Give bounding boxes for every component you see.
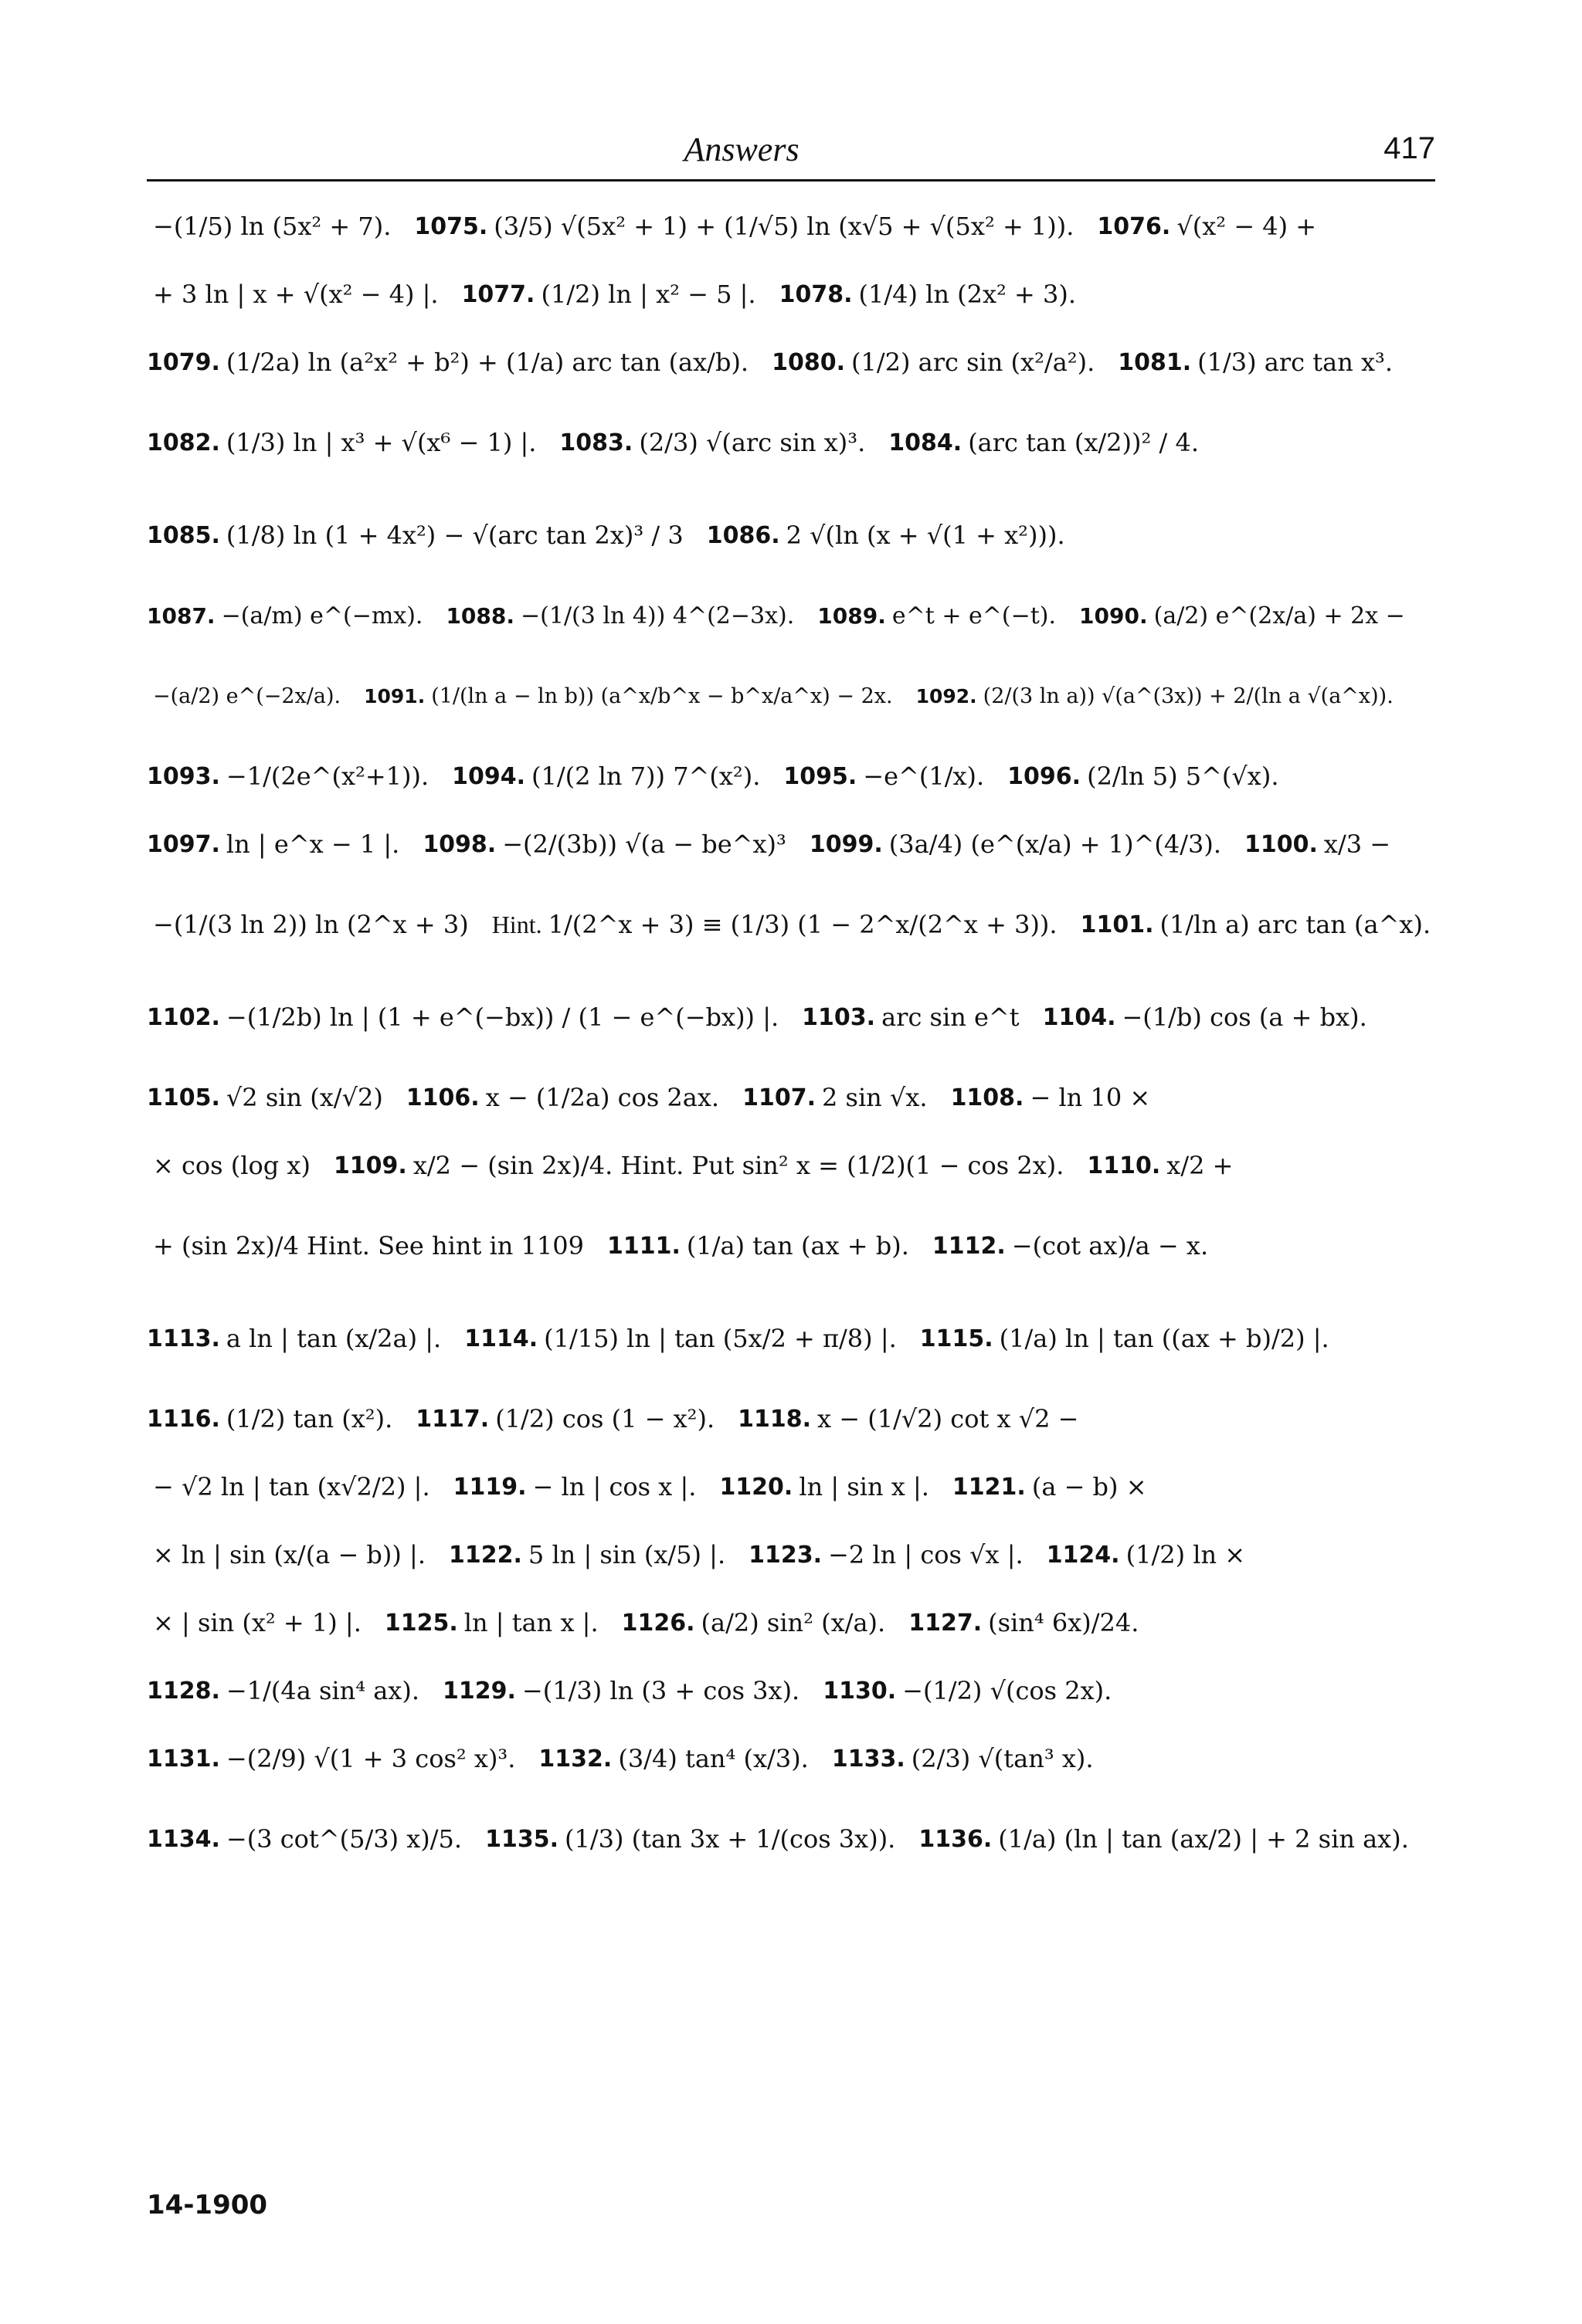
answer-expression: x/2 + <box>1166 1151 1234 1181</box>
answer-item <box>406 1085 719 1111</box>
answer-expression: 2 √(ln (x + √(1 + x²))). <box>786 521 1065 551</box>
answer-number: 1116. <box>147 1406 220 1433</box>
answer-item <box>147 764 429 790</box>
answer-number: 1083. <box>559 429 633 457</box>
answer-item <box>364 686 892 707</box>
answer-number: 1076. <box>1097 213 1171 241</box>
answer-item <box>1007 764 1278 790</box>
answer-item <box>449 1542 725 1569</box>
answer-item <box>147 1610 362 1637</box>
answer-line <box>147 1064 1435 1132</box>
answer-expression: −2 ln | cos √x |. <box>828 1540 1024 1570</box>
answer-number: 1119. <box>453 1474 527 1501</box>
answer-item <box>952 1474 1147 1501</box>
answer-item <box>423 832 786 858</box>
answer-number: 1124. <box>1046 1542 1120 1569</box>
answer-item <box>492 912 1057 938</box>
printer-signature: 14-1900 <box>147 2190 268 2221</box>
answer-number: 1097. <box>147 831 220 859</box>
answer-number: 1102. <box>147 1004 220 1032</box>
answer-number: 1118. <box>738 1406 812 1433</box>
answer-item <box>1118 350 1393 376</box>
answer-item <box>817 604 1056 629</box>
answer-line <box>147 193 1435 261</box>
answer-expression: (2/(3 ln a)) √(a^(3x)) + 2/(ln a √(a^x)). <box>983 684 1394 708</box>
answer-expression: (1/2) ln | x² − 5 |. <box>541 280 756 310</box>
answer-number: 1133. <box>831 1746 905 1773</box>
answer-item <box>1244 832 1390 858</box>
answer-expression: (1/3) arc tan x³. <box>1197 348 1394 378</box>
answer-expression: ln | tan x |. <box>463 1608 599 1638</box>
answer-number: 1123. <box>749 1542 823 1569</box>
answer-item <box>147 1005 779 1031</box>
answer-item <box>1043 1005 1367 1031</box>
answer-number: 1135. <box>485 1826 558 1854</box>
answer-item <box>147 1406 392 1433</box>
answer-line <box>147 743 1435 811</box>
answer-expression: (3/4) tan⁴ (x/3). <box>618 1744 809 1774</box>
answer-expression: 5 ln | sin (x/5) |. <box>528 1540 726 1570</box>
answers-block <box>147 193 1435 1886</box>
answer-number: 1086. <box>706 522 780 550</box>
answer-number: 1111. <box>606 1233 681 1260</box>
answer-item <box>802 1005 1019 1031</box>
answer-item <box>147 1824 463 1854</box>
answer-number: 1078. <box>779 281 853 309</box>
answer-expression: (a − b) × <box>1031 1472 1147 1502</box>
answer-line <box>147 1657 1435 1725</box>
answer-expression: −(1/3) ln (3 + cos 3x). <box>521 1676 800 1706</box>
answer-number: 1132. <box>538 1746 613 1773</box>
answer-item <box>443 1678 799 1705</box>
answer-number: 1105. <box>147 1084 220 1112</box>
answer-expression: −(1/5) ln (5x² + 7). <box>153 212 392 242</box>
answer-line <box>147 397 1435 490</box>
answer-item <box>1047 1542 1245 1569</box>
answer-line <box>147 1589 1435 1657</box>
answer-number: 1112. <box>932 1233 1006 1260</box>
answer-expression: −1/(2e^(x²+1)). <box>226 762 429 792</box>
answer-item <box>147 1085 383 1111</box>
answer-line <box>147 1200 1435 1293</box>
answer-item <box>485 1824 896 1854</box>
answer-number: 1113. <box>147 1325 220 1353</box>
answer-expression: + 3 ln | x + √(x² − 4) |. <box>153 280 439 310</box>
answer-expression: −(1/(3 ln 2)) ln (2^x + 3) <box>153 910 469 940</box>
answer-item <box>147 832 399 858</box>
answer-expression: (1/ln a) arc tan (a^x). <box>1159 910 1431 940</box>
answer-item <box>888 430 1199 456</box>
answer-expression: + (sin 2x)/4 Hint. See hint in 1109 <box>153 1231 584 1261</box>
answer-line <box>147 1293 1435 1386</box>
answer-item <box>738 1406 1078 1433</box>
answer-number: 1104. <box>1042 1004 1116 1032</box>
answer-line <box>147 1454 1435 1522</box>
answer-expression: (1/2a) ln (a²x² + b²) + (1/a) arc tan (ax/b). <box>226 348 749 378</box>
answer-expression: (1/3) (tan 3x + 1/(cos 3x)). <box>564 1824 896 1854</box>
answer-item <box>147 350 749 376</box>
answer-expression: x/2 − (sin 2x)/4. Hint. Put sin² x = (1/2)(1 − cos 2x). <box>412 1151 1064 1181</box>
answer-number: 1103. <box>802 1004 876 1032</box>
answer-expression: −(3 cot^(5/3) x)/5. <box>226 1824 463 1854</box>
answer-expression: −(1/b) cos (a + bx). <box>1122 1003 1367 1033</box>
answer-item <box>147 604 423 629</box>
answer-number: 1079. <box>147 349 220 377</box>
answer-item <box>416 1406 715 1433</box>
answer-number: 1084. <box>888 429 962 457</box>
answer-item <box>559 430 865 456</box>
answer-number: 1122. <box>449 1542 522 1569</box>
answer-line <box>147 490 1435 582</box>
answer-expression: (sin⁴ 6x)/24. <box>988 1608 1139 1638</box>
answer-item <box>453 1474 697 1501</box>
answer-expression: a ln | tan (x/2a) |. <box>226 1324 442 1354</box>
answer-number: 1091. <box>364 684 426 707</box>
answer-expression: −(cot ax)/a − x. <box>1011 1231 1209 1261</box>
running-header: Answers <box>684 131 799 168</box>
answer-expression: e^t + e^(−t). <box>891 602 1057 630</box>
answer-item <box>832 1746 1094 1773</box>
answer-line <box>147 261 1435 329</box>
answer-number: 1127. <box>908 1610 983 1637</box>
answer-expression: (1/8) ln (1 + 4x²) − √(arc tan 2x)³ / 3 <box>226 521 684 551</box>
answer-expression: (1/4) ln (2x² + 3). <box>858 280 1077 310</box>
answer-item <box>147 912 469 938</box>
page-number: 417 <box>1383 131 1435 165</box>
answer-expression: −(1/2b) ln | (1 + e^(−bx)) / (1 − e^(−bx)) |. <box>226 1003 779 1033</box>
answer-number: 1106. <box>406 1084 480 1112</box>
answer-expression: (1/(2 ln 7)) 7^(x²). <box>531 762 761 792</box>
answer-number: 1131. <box>147 1746 220 1773</box>
answer-line <box>147 1386 1435 1454</box>
answer-number: 1092. <box>915 684 977 707</box>
answer-number: 1125. <box>384 1610 458 1637</box>
answer-expression: (1/2) tan (x²). <box>226 1404 393 1434</box>
answer-number: 1094. <box>452 763 526 791</box>
answer-number: 1090. <box>1079 603 1148 629</box>
answer-item <box>622 1610 886 1637</box>
answer-number: 1117. <box>416 1406 490 1433</box>
answer-number: 1129. <box>443 1678 516 1705</box>
answer-number: 1121. <box>952 1474 1026 1501</box>
answer-expression: √2 sin (x/√2) <box>226 1083 383 1113</box>
answer-expression: − √2 ln | tan (x√2/2) |. <box>153 1472 430 1502</box>
answer-number: 1108. <box>950 1084 1024 1112</box>
answer-number: 1095. <box>783 763 857 791</box>
answer-expression: (1/(ln a − ln b)) (a^x/b^x − b^x/a^x) − 2x. <box>431 684 893 708</box>
answer-item <box>742 1085 927 1111</box>
answer-item <box>414 214 1074 240</box>
answer-number: 1134. <box>147 1826 220 1854</box>
header-rule <box>147 179 1435 182</box>
answer-item <box>719 1474 928 1501</box>
answer-item <box>385 1610 599 1637</box>
answer-expression: (1/15) ln | tan (5x/2 + π/8) |. <box>544 1324 897 1354</box>
answer-item <box>918 1824 1409 1854</box>
answer-expression: (2/3) √(tan³ x). <box>911 1744 1094 1774</box>
answer-expression: 1/(2^x + 3) ≡ (1/3) (1 − 2^x/(2^x + 3)). <box>548 910 1057 940</box>
answer-expression: ln | e^x − 1 |. <box>226 830 400 860</box>
answer-expression: (3a/4) (e^(x/a) + 1)^(4/3). <box>888 830 1222 860</box>
answer-item <box>462 282 756 308</box>
answer-item <box>452 764 760 790</box>
answer-number: 1128. <box>147 1678 220 1705</box>
answer-number: 1126. <box>621 1610 695 1637</box>
answer-number: 1096. <box>1007 763 1081 791</box>
answer-number: 1085. <box>147 522 220 550</box>
answer-expression: x − (1/2a) cos 2ax. <box>485 1083 720 1113</box>
answer-item <box>147 1746 515 1773</box>
answer-expression: − ln | cos x |. <box>532 1472 697 1502</box>
answer-item <box>772 350 1095 376</box>
answer-line <box>147 1793 1435 1886</box>
answer-item <box>147 1233 584 1260</box>
answer-item <box>446 604 794 629</box>
answer-item <box>1081 912 1431 938</box>
answer-expression: ln | sin x |. <box>799 1472 929 1502</box>
answer-number: 1099. <box>809 831 883 859</box>
answer-number: 1109. <box>333 1152 407 1180</box>
answer-item <box>823 1678 1112 1705</box>
answer-expression: arc sin e^t <box>881 1003 1020 1033</box>
answer-line <box>147 1132 1435 1200</box>
answer-expression: (a/2) e^(2x/a) + 2x − <box>1153 602 1405 630</box>
answer-expression: −(1/2) √(cos 2x). <box>902 1676 1112 1706</box>
answer-expression: −1/(4a sin⁴ ax). <box>226 1676 419 1706</box>
answer-number: 1101. <box>1080 911 1154 939</box>
answer-item <box>147 1678 419 1705</box>
answer-item <box>147 1153 311 1179</box>
answer-item <box>147 214 391 240</box>
answer-item <box>607 1233 909 1260</box>
answer-number: 1110. <box>1087 1152 1161 1180</box>
answer-line <box>147 879 1435 972</box>
answer-item <box>783 764 984 790</box>
answer-expression: x − (1/√2) cot x √2 − <box>817 1404 1079 1434</box>
answer-expression: × ln | sin (x/(a − b)) |. <box>153 1540 426 1570</box>
answer-number: 1089. <box>817 603 886 629</box>
answer-expression: − ln 10 × <box>1030 1083 1151 1113</box>
answer-number: 1077. <box>461 281 535 309</box>
answer-item <box>1079 604 1405 629</box>
answer-item <box>1097 214 1316 240</box>
answer-item <box>920 1326 1329 1352</box>
answer-expression: (1/2) cos (1 − x²). <box>495 1404 715 1434</box>
answer-item <box>1087 1153 1233 1179</box>
answer-expression: (2/3) √(arc sin x)³. <box>639 428 866 458</box>
answer-expression: × | sin (x² + 1) |. <box>153 1608 362 1638</box>
answer-expression: × cos (log x) <box>153 1151 311 1181</box>
answer-expression: −(2/(3b)) √(a − be^x)³ <box>502 830 786 860</box>
answer-expression: (2/ln 5) 5^(√x). <box>1087 762 1279 792</box>
answer-item <box>916 686 1394 707</box>
answer-expression: (arc tan (x/2))² / 4. <box>968 428 1199 458</box>
answer-line <box>147 972 1435 1064</box>
answer-item <box>779 282 1076 308</box>
answer-line <box>147 650 1435 743</box>
answer-line <box>147 329 1435 397</box>
answer-number: 1115. <box>919 1325 993 1353</box>
answer-item <box>908 1610 1139 1637</box>
answer-expression: (1/a) ln | tan ((ax + b)/2) |. <box>999 1324 1329 1354</box>
answer-expression: 2 sin √x. <box>821 1083 928 1113</box>
answer-line <box>147 1522 1435 1589</box>
answer-expression: (3/5) √(5x² + 1) + (1/√5) ln (x√5 + √(5x² + 1)). <box>494 212 1074 242</box>
answer-number: 1093. <box>147 763 220 791</box>
answer-expression: (1/2) arc sin (x²/a²). <box>851 348 1095 378</box>
answer-expression: (1/3) ln | x³ + √(x⁶ − 1) |. <box>226 428 537 458</box>
answer-number: 1107. <box>742 1084 816 1112</box>
answer-item <box>334 1153 1064 1179</box>
answer-item <box>707 523 1065 549</box>
answer-expression: x/3 − <box>1323 830 1391 860</box>
answer-item <box>147 1542 426 1569</box>
answer-number: Hint. <box>491 911 542 939</box>
answer-item <box>951 1085 1151 1111</box>
answer-expression: (a/2) sin² (x/a). <box>701 1608 886 1638</box>
answer-expression: √(x² − 4) + <box>1176 212 1317 242</box>
answer-number: 1075. <box>414 213 488 241</box>
answer-expression: −(a/2) e^(−2x/a). <box>153 684 341 708</box>
answer-number: 1098. <box>423 831 497 859</box>
answer-number: 1088. <box>446 603 515 629</box>
answer-item <box>932 1233 1208 1260</box>
answer-number: 1136. <box>918 1826 993 1854</box>
answer-line <box>147 1725 1435 1793</box>
answer-expression: (1/a) (ln | tan (ax/2) | + 2 sin ax). <box>998 1824 1409 1854</box>
answer-expression: −(1/(3 ln 4)) 4^(2−3x). <box>521 602 795 630</box>
answer-item <box>810 832 1221 858</box>
answer-number: 1080. <box>772 349 845 377</box>
answer-item <box>147 1474 430 1501</box>
answer-number: 1130. <box>823 1678 897 1705</box>
answer-item <box>464 1326 897 1352</box>
answer-item <box>749 1542 1024 1569</box>
answer-item <box>147 1326 441 1352</box>
answer-expression: (1/a) tan (ax + b). <box>686 1231 909 1261</box>
answer-number: 1120. <box>719 1474 793 1501</box>
answer-item <box>147 430 536 456</box>
answer-item <box>147 523 684 549</box>
answer-expression: −e^(1/x). <box>863 762 985 792</box>
answer-item <box>538 1746 808 1773</box>
answer-item <box>147 282 439 308</box>
answer-expression: (1/2) ln × <box>1125 1540 1246 1570</box>
answer-expression: −(2/9) √(1 + 3 cos² x)³. <box>226 1744 516 1774</box>
answer-expression: −(a/m) e^(−mx). <box>221 602 423 630</box>
answer-item <box>147 686 341 707</box>
answer-number: 1100. <box>1244 831 1318 859</box>
answer-number: 1082. <box>147 429 220 457</box>
answer-number: 1081. <box>1118 349 1192 377</box>
answer-line <box>147 811 1435 879</box>
answer-number: 1114. <box>464 1325 538 1353</box>
answer-line <box>147 582 1435 650</box>
answer-number: 1087. <box>147 603 216 629</box>
